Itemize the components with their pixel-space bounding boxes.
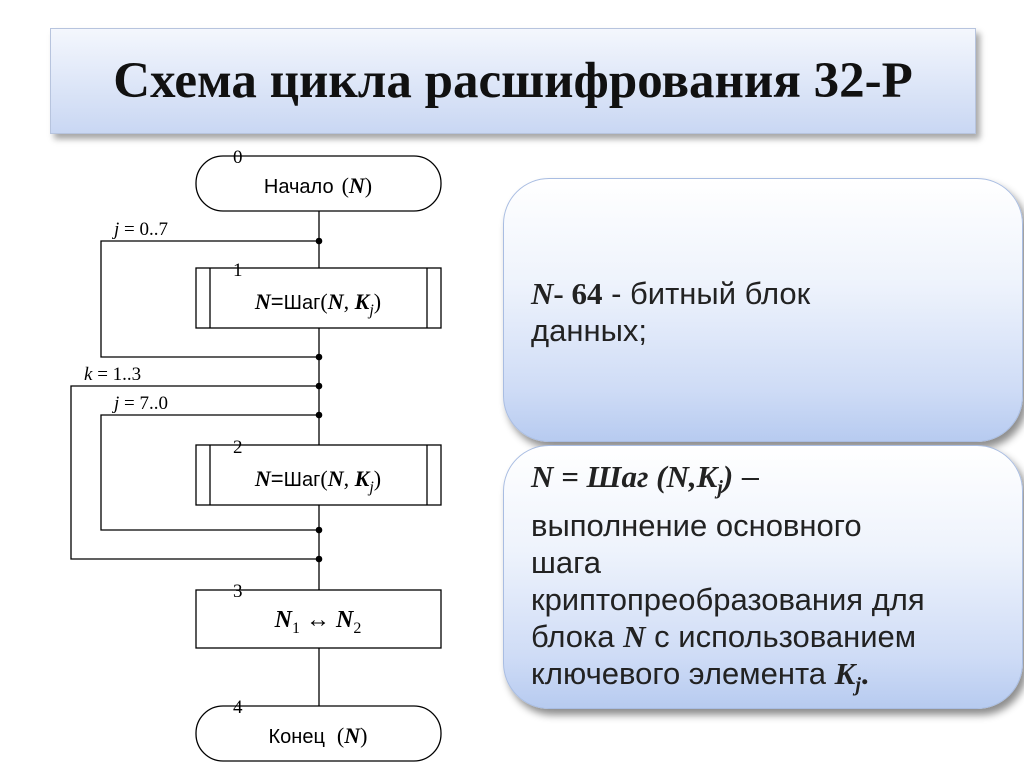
loop3-label: j = 7..0 [114, 393, 168, 414]
info-card-step-function [503, 445, 1023, 709]
block2-number: 2 [233, 437, 243, 458]
loop1-label: j = 0..7 [114, 219, 168, 240]
start-number: 0 [233, 147, 243, 168]
end-number: 4 [233, 697, 243, 718]
start-label: Начало (N) [263, 173, 373, 198]
block1-formula: N=Шаг(N, $K_j$) [254, 289, 382, 319]
end-label: Конец (N) [268, 723, 368, 748]
page-title: Схема цикла расшифрования 32-Р [113, 53, 913, 109]
block3-number: 3 [233, 581, 243, 602]
block3-formula: $N_1$ ↔ $N_2$ [274, 607, 362, 637]
block1-number: 1 [233, 260, 243, 281]
card1-text: N- 64 - битный блок данных; [531, 276, 811, 348]
loop2-label: k = 1..3 [84, 364, 142, 385]
card2-text: N = Шаг $(N,K_j)$ – выполнение основного шага криптопреобразования для блока N с использованием ключевого элемента $K_j$. [531, 459, 925, 697]
block2-formula: N=Шаг(N, $K_j$) [254, 466, 382, 496]
info-card-block-size [503, 178, 1023, 442]
